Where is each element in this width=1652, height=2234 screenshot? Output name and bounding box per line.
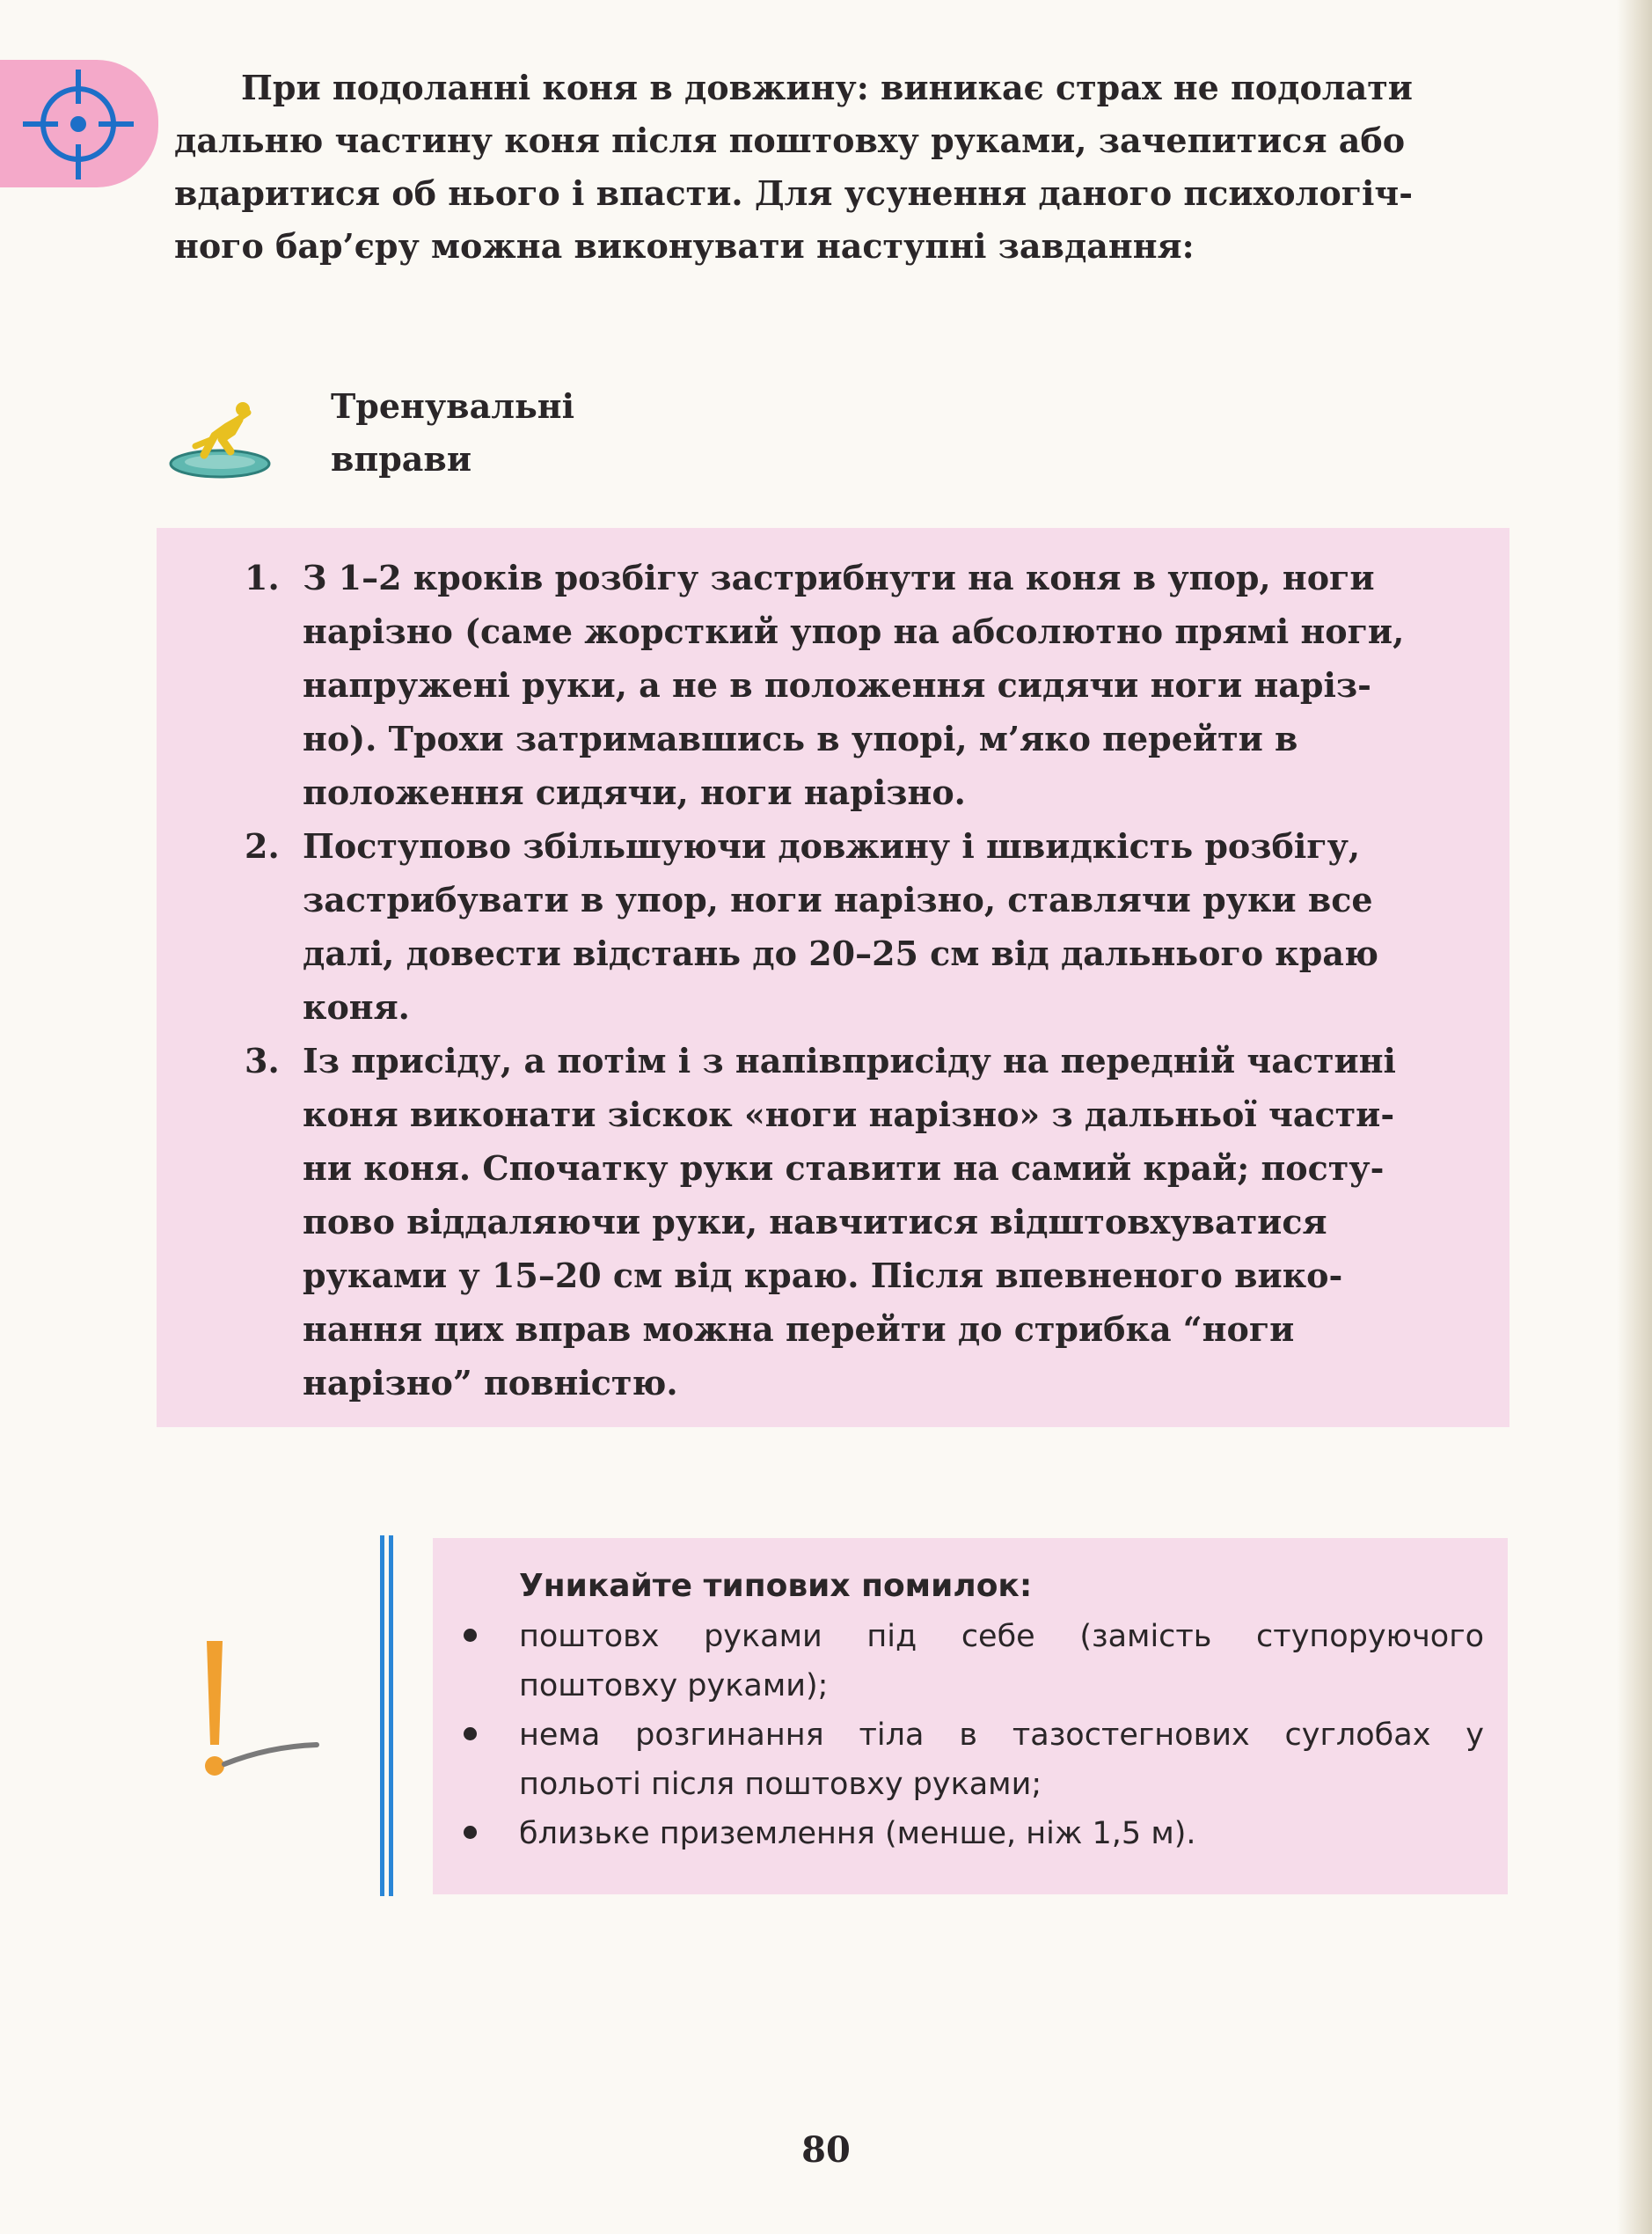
mistakes-accent-bar bbox=[380, 1535, 394, 1896]
exercise-line: коня виконати зіскок «ноги нарізно» з дальньої части- bbox=[303, 1095, 1395, 1134]
exercise-line: нарізно” повністю. bbox=[303, 1363, 678, 1403]
exercise-line: пово віддаляючи руки, навчитися відштовхуватися bbox=[303, 1202, 1327, 1242]
mistakes-list bbox=[464, 1612, 1484, 1858]
exercises-list bbox=[245, 551, 1458, 1410]
mistake-item bbox=[464, 1809, 1484, 1858]
intro-paragraph bbox=[174, 62, 1502, 273]
exercises-panel bbox=[157, 528, 1509, 1427]
mistakes-panel bbox=[433, 1538, 1508, 1894]
exercise-item bbox=[245, 1034, 1458, 1410]
exercise-number: 2. bbox=[245, 826, 280, 866]
exclamation-icon bbox=[180, 1632, 321, 1799]
exercises-title-line: вправи bbox=[331, 439, 471, 479]
exercise-line: положення сидячи, ноги нарізно. bbox=[303, 773, 966, 812]
bullet-icon bbox=[464, 1727, 477, 1740]
bullet-icon bbox=[464, 1826, 477, 1839]
exercise-line: Поступово збільшуючи довжину і швидкість розбігу, bbox=[303, 826, 1361, 866]
intro-line: При подоланні коня в довжину: виникає страх не подолати bbox=[241, 68, 1413, 107]
mistake-line: поштовх руками під себе (замість ступоруючого bbox=[519, 1619, 1484, 1654]
intro-line: ного бар’єру можна виконувати наступні завдання: bbox=[174, 226, 1195, 266]
intro-line: вдаритися об нього і впасти. Для усунення даного психологіч- bbox=[174, 173, 1413, 213]
page-number: 80 bbox=[801, 2129, 851, 2171]
exercise-number: 3. bbox=[245, 1041, 280, 1080]
gymnast-icon bbox=[169, 400, 274, 484]
exercise-number: 1. bbox=[245, 558, 280, 597]
exercise-item bbox=[245, 551, 1458, 819]
exercise-line: далі, довести відстань до 20–25 см від дальнього краю bbox=[303, 934, 1378, 973]
mistake-line: близьке приземлення (менше, ніж 1,5 м). bbox=[519, 1816, 1196, 1851]
mistakes-title: Уникайте типових помилок: bbox=[519, 1568, 1033, 1604]
page-edge bbox=[1617, 0, 1652, 2234]
mistake-item bbox=[464, 1710, 1484, 1809]
mistake-line: поштовху руками); bbox=[519, 1668, 829, 1703]
section-marker-tab bbox=[0, 60, 158, 187]
intro-line: дальню частину коня після поштовху руками, зачепитися або bbox=[174, 121, 1406, 160]
exercise-line: З 1–2 кроків розбігу застрибнути на коня в упор, ноги bbox=[303, 558, 1375, 597]
exercises-title-line: Тренувальні bbox=[331, 386, 575, 426]
exercise-line: но). Трохи затримавшись в упорі, м’яко перейти в bbox=[303, 719, 1298, 758]
mistake-line: польоті після поштовху руками; bbox=[519, 1767, 1042, 1802]
target-icon bbox=[19, 65, 138, 184]
exercise-line: нання цих вправ можна перейти до стрибка “ноги bbox=[303, 1309, 1295, 1349]
exercise-line: застрибувати в упор, ноги нарізно, ставлячи руки все bbox=[303, 880, 1373, 919]
mistake-line: нема розгинання тіла в тазостегнових суглобах у bbox=[519, 1718, 1484, 1753]
exercise-item bbox=[245, 819, 1458, 1034]
bullet-icon bbox=[464, 1629, 477, 1642]
exercise-line: нарізно (саме жорсткий упор на абсолютно прямі ноги, bbox=[303, 612, 1405, 651]
exercise-line: руками у 15–20 см від краю. Після впевненого вико- bbox=[303, 1256, 1343, 1295]
exercise-line: коня. bbox=[303, 987, 410, 1027]
exercise-line: напружені руки, а не в положення сидячи ноги наріз- bbox=[303, 665, 1371, 705]
mistake-item bbox=[464, 1612, 1484, 1710]
exercise-line: ни коня. Спочатку руки ставити на самий край; посту- bbox=[303, 1148, 1385, 1188]
exercise-line: Із присіду, а потім і з напівприсіду на передній частині bbox=[303, 1041, 1396, 1080]
exercises-title bbox=[331, 380, 574, 486]
